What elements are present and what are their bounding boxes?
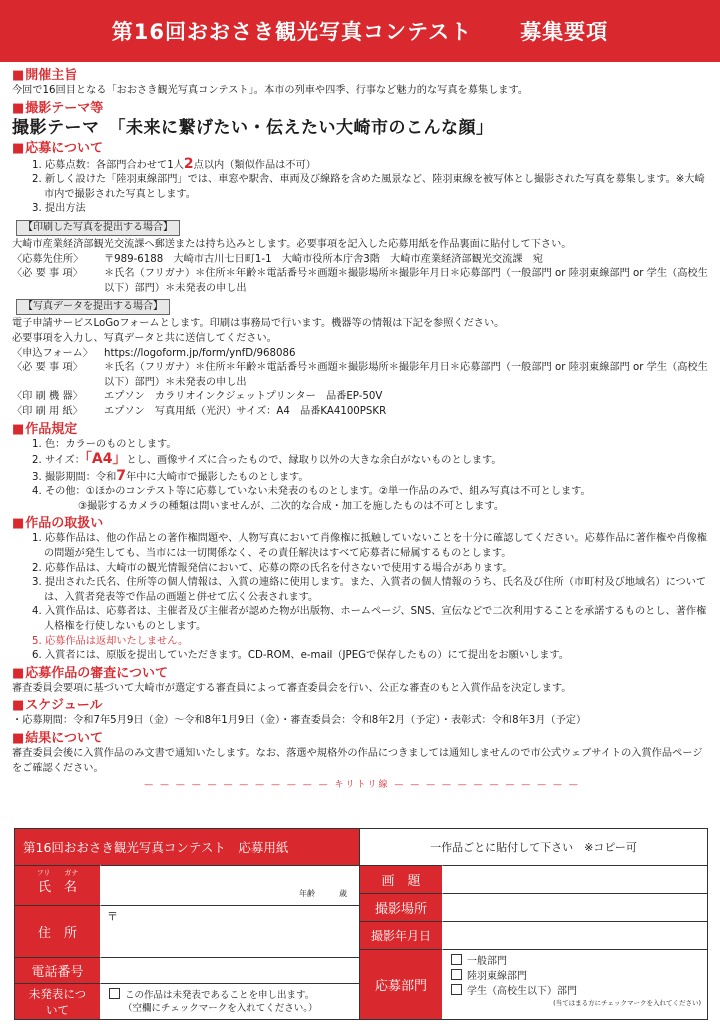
cut-line: — — — — — — — — — — — — キリトリ線 — — — — — — — — — — — —	[144, 780, 580, 791]
unpub-label: 未発表について	[28, 986, 87, 1017]
list-item: ③撮影するカメラの種類は問いませんが、二次的な合成・加工を施したものは不可とします。	[78, 500, 505, 512]
list-item	[12, 469, 712, 486]
text: とし、画像サイズに合ったもので、縁取り以外の大きな余白がないものとします。	[126, 455, 502, 467]
info-row	[12, 347, 712, 362]
section-heading: ■ 開催主旨	[12, 67, 712, 84]
main-content	[12, 66, 712, 793]
dept-option[interactable]	[451, 984, 707, 999]
row-label: 〈申込フォーム〉	[12, 347, 93, 359]
list-item: 2. 新しく設けた「陸羽東線部門」では、車窓や駅舎、車両及び線路を含めた風景など、陸羽東線を被写体とし撮影された写真を募集します。※大崎市内で撮影された写真とします。	[32, 174, 705, 200]
checkbox[interactable]	[451, 954, 462, 965]
option-label: 一般部門	[467, 956, 507, 967]
list-item: 3. 提出された氏名、住所等の個人情報は、入賞の連絡に使用します。また、入賞者の個人情報のうち、氏名及び住所（市町村及び地域名）については、入賞者発表等で作品の画題と併せて広く公表されます。	[32, 577, 707, 603]
text: 2. サイズ：	[32, 455, 85, 467]
list-item	[12, 452, 712, 469]
dept-option[interactable]	[451, 969, 707, 984]
dept-label: 応募部門	[374, 979, 427, 994]
address-label-cell	[15, 905, 101, 957]
address-field[interactable]	[101, 905, 359, 957]
list-item: 5. 応募作品は返却いたしません。	[32, 635, 189, 647]
form-url[interactable]: https://logoform.jp/form/ynfD/968086	[104, 347, 296, 359]
list-item: 4. その他：①ほかのコンテスト等に応募していない未発表のものとします。②単一作品のみで、組み写真は不可とします。	[32, 486, 591, 498]
row-value: 〒989-6188 大崎市古川七日町1-1 大崎市役所本庁舎3階 大崎市産業経済部観光交流課 宛	[104, 253, 543, 265]
option-label: 学生（高校生以下）部門	[467, 986, 577, 997]
checkbox[interactable]	[451, 984, 462, 995]
name-field[interactable]	[101, 865, 359, 905]
paragraph: 必要事項を入力し、写真データと共に送信してください。	[12, 332, 277, 344]
highlight-number: 2	[183, 155, 194, 172]
option-label: 陸羽東線部門	[467, 971, 527, 982]
row-label: 〈必 要 事 項〉	[12, 362, 83, 374]
text: 3. 撮影期間：令和	[32, 471, 117, 483]
name-label: 氏 名	[37, 880, 77, 895]
paragraph: 電子申請サービスLoGoフォームとします。印刷は事務局で行います。機器等の情報は下記を参照ください。	[12, 318, 505, 330]
unpub-label-cell	[15, 983, 101, 1019]
postal-mark: 〒	[107, 910, 118, 923]
dept-label-cell	[359, 949, 443, 1019]
section-heading: ■ スケジュール	[12, 697, 712, 714]
paragraph: 大崎市産業経済部観光交流課へ郵送または持ち込みとします。必要事項を記入した応募用紙を作品裏面に貼付して下さい。	[12, 238, 572, 250]
furigana-label: フリ ガナ	[36, 869, 79, 877]
unpub-field	[101, 983, 359, 1019]
list-item: 1. 応募作品は、他の作品との著作権問題や、人物写真において肖像権に抵触していないことを十分に確認してください。応募作品に著作権や肖像権の問題が発生しても、当市には一切関係なく、その責任解決はすべて応募者に帰属するものとします。	[32, 533, 707, 560]
text: 1. 応募点数：各部門合わせて1人	[32, 159, 184, 171]
theme-line: 撮影テーマ 「未来に繋げたい・伝えたい大崎市のこんな顔」	[12, 117, 494, 138]
header-banner	[0, 0, 720, 62]
page-title: 第16回おおさき観光写真コンテスト	[111, 20, 473, 44]
box-label: 【印刷した写真を提出する場合】	[16, 220, 180, 236]
entry-form	[14, 828, 708, 1020]
list-item: 2. 応募作品は、大崎市の観光情報発信において、応募の際の氏名を付さないで使用する場合があります。	[32, 562, 513, 574]
gadai-label: 画 題	[381, 874, 421, 889]
row-label: 〈印 刷 用 紙〉	[12, 405, 83, 417]
gadai-label-cell	[359, 865, 443, 893]
list-item: 4. 入賞作品は、応募者は、主催者及び主催者が認めた物が出版物、ホームページ、SNS、宣伝などで二次利用することを承諾するものとし、著作権人格権を行使しないものとします。	[32, 606, 707, 633]
paragraph: 今回で16回目となる「おおさき観光写真コンテスト」。本市の列車や四季、行事など魅力的な写真を募集します。	[12, 85, 529, 96]
row-value: エプソン 写真用紙（光沢）サイズ：A4 品番KA4100PSKR	[104, 405, 387, 417]
address-label: 住 所	[37, 926, 77, 941]
age-label: 年齢 歳	[299, 889, 347, 898]
page-subtitle: 募集要項	[520, 20, 609, 44]
section-heading: ■ 作品規定	[12, 421, 712, 438]
list-item: 1. 色：カラーのものとします。	[32, 438, 177, 450]
row-value: ＊氏名（フリガナ）＊住所＊年齢＊電話番号＊画題＊撮影場所＊撮影年月日＊応募部門（一般部門 or 陸羽東線部門 or 学生（高校生以下）部門）＊未発表の申し出	[104, 268, 708, 294]
list-item	[12, 157, 712, 174]
info-row	[12, 390, 712, 405]
paragraph: 審査委員会後に入賞作品のみ文書で通知いたします。なお、落選や規格外の作品につきましては通知しませんので市公式ウェブサイトの入賞作品ページをご確認ください。	[12, 748, 703, 774]
date-field[interactable]	[443, 921, 707, 949]
date-label: 撮影年月日	[370, 929, 431, 943]
box-label: 【写真データを提出する場合】	[16, 299, 170, 315]
dept-option[interactable]	[451, 954, 707, 969]
section-heading: ■ 撮影テーマ等	[12, 100, 712, 117]
paragraph: 審査委員会要項に基づいて大崎市が選定する審査員によって審査委員会を行い、公正な審査のもと入賞作品を決定します。	[12, 682, 572, 694]
info-row	[12, 405, 712, 420]
row-label: 〈印 刷 機 器〉	[12, 391, 83, 403]
text: 点以内（類似作品は不可）	[193, 159, 316, 171]
list-item: 3. 提出方法	[32, 203, 86, 215]
phone-field[interactable]	[101, 957, 359, 983]
date-label-cell	[359, 921, 443, 949]
info-row	[12, 267, 712, 296]
gadai-field[interactable]	[443, 865, 707, 893]
phone-label: 電話番号	[31, 965, 84, 980]
checkbox[interactable]	[451, 969, 462, 980]
section-heading: ■ 応募作品の審査について	[12, 665, 712, 682]
row-label: 〈必 要 事 項〉	[12, 268, 83, 280]
row-value: ＊氏名（フリガナ）＊住所＊年齢＊電話番号＊画題＊撮影場所＊撮影年月日＊応募部門（一般部門 or 陸羽東線部門 or 学生（高校生以下）部門）＊未発表の申し出	[104, 362, 708, 388]
dept-note: (当てはまる方にチェックマークを入れてください)	[553, 999, 701, 1007]
section-heading: ■ 応募について	[12, 140, 712, 157]
row-label: 〈応募先住所〉	[12, 253, 84, 265]
unpub-note: （空欄にチェックマークを入れてください。）	[123, 1003, 318, 1014]
place-field[interactable]	[443, 893, 707, 921]
highlight-number: 7	[116, 467, 127, 484]
place-label: 撮影場所	[374, 902, 427, 917]
section-heading: ■ 結果について	[12, 730, 712, 747]
cut-line-label: キリトリ線	[334, 780, 390, 791]
info-row	[12, 361, 712, 390]
text: 年中に大崎市で撮影したものとします。	[126, 471, 309, 483]
phone-label-cell	[15, 957, 101, 983]
unpub-text: この作品は未発表であることを申し出ます。	[125, 990, 315, 1001]
list-item: 6. 入賞者には、原版を提出していただきます。CD-ROM、e-mail（JPEGで保存したもの）にて提出をお願いします。	[32, 650, 569, 662]
form-note: 一作品ごとに貼付して下さい ※コピー可	[359, 829, 707, 865]
dept-options	[443, 949, 707, 1019]
section-heading: ■ 作品の取扱い	[12, 515, 712, 532]
info-row	[12, 253, 712, 268]
place-label-cell	[359, 893, 443, 921]
highlight-number: 「A4」	[84, 451, 127, 468]
unpub-checkbox[interactable]	[109, 988, 120, 999]
row-value: エプソン カラリオインクジェットプリンター 品番EP-50V	[104, 391, 383, 403]
name-label-cell	[15, 865, 101, 905]
paragraph: ・応募期間：令和7年5月9日（金）〜令和8年1月9日（金）・審査委員会：令和8年2月（予定）・表彰式：令和8年3月（予定）	[12, 715, 587, 727]
form-title: 第16回おおさき観光写真コンテスト 応募用紙	[15, 829, 359, 865]
